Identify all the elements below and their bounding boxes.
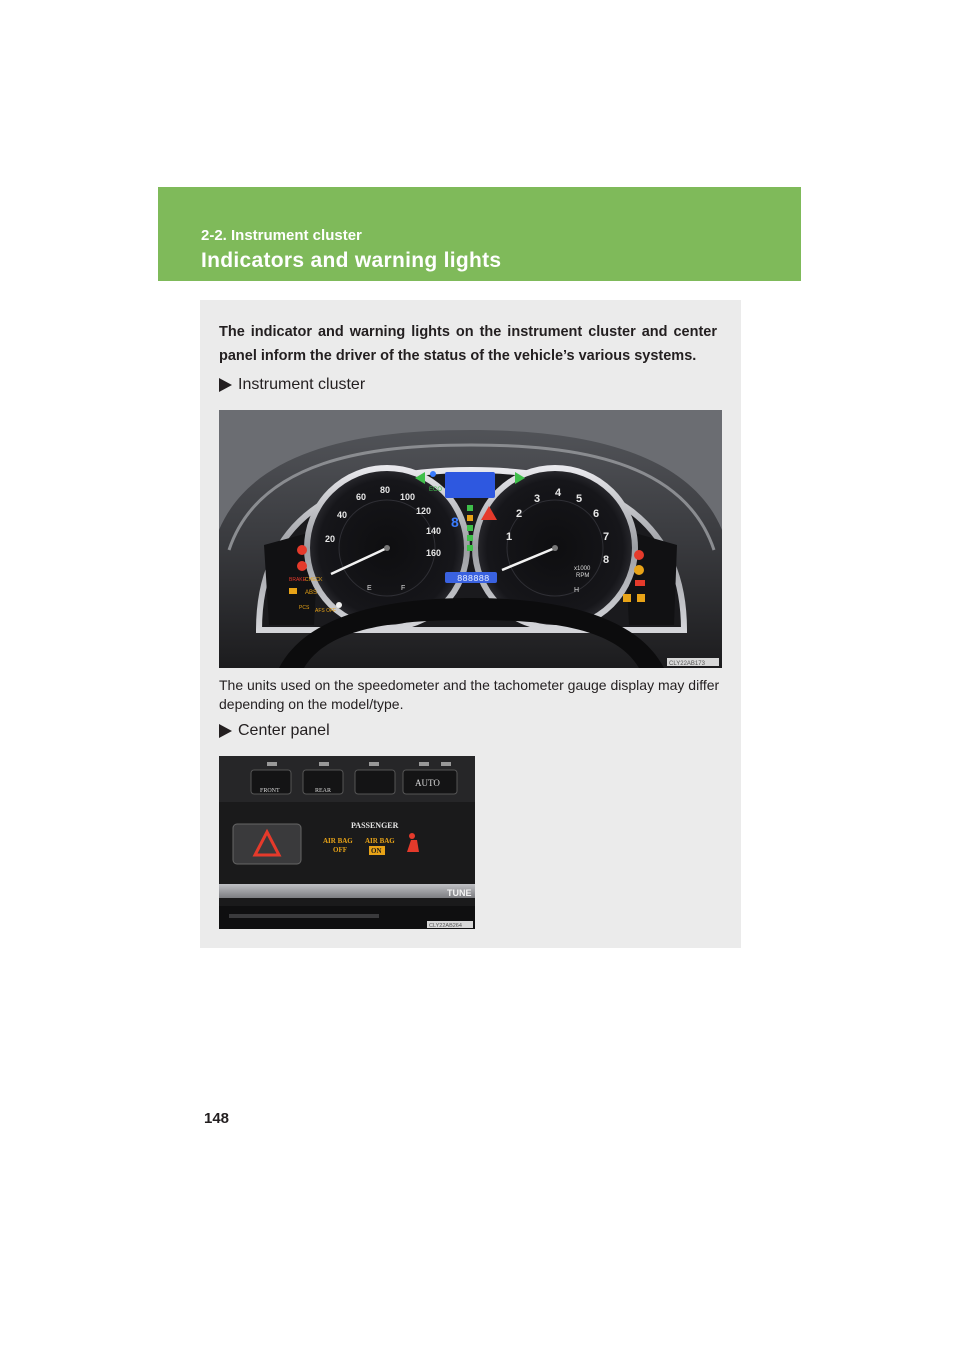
speedo-tick: 140	[426, 526, 442, 536]
speedo-tick: 60	[356, 492, 367, 502]
tacho-tick: 1	[506, 531, 513, 543]
heading-label: Center panel	[238, 722, 330, 739]
afs-off-indicator: AFS OFF	[315, 608, 337, 614]
tacho-tick: 2	[516, 508, 523, 520]
section-header	[158, 187, 801, 281]
airbag-off-value: OFF	[333, 846, 347, 854]
multi-info-display	[445, 472, 495, 498]
intro-text: The indicator and warning lights on the instrument cluster and center panel inform the driver of the status of the vehicle’s various systems.	[219, 324, 717, 364]
rear-defrost-button: REAR	[315, 788, 332, 794]
units-note: The units used on the speedometer and the tachometer gauge display may differ depending on the model/type.	[219, 677, 720, 712]
fuel-full-label: F	[401, 585, 406, 592]
image-code: CLY22AB173	[669, 661, 705, 667]
tacho-tick: 5	[576, 493, 583, 505]
auto-button: AUTO	[415, 778, 440, 788]
check-warning: CHECK	[305, 577, 323, 583]
eco-indicator: ECO	[429, 487, 443, 493]
tacho-tick: 8	[603, 554, 610, 566]
brake-warning: BRAKE	[289, 577, 306, 583]
instrument-cluster-photo	[219, 410, 722, 668]
airbag-on-label: AIR BAG	[365, 837, 395, 845]
speedo-tick: 160	[426, 548, 442, 558]
triangle-bullet-icon	[219, 378, 232, 392]
temp-hot-label: H	[574, 587, 580, 594]
tune-label: TUNE	[447, 888, 472, 898]
heading-label: Instrument cluster	[238, 376, 366, 393]
fuel-empty-label: E	[367, 585, 372, 592]
content-box	[200, 300, 741, 948]
front-defrost-button: FRONT	[260, 788, 280, 794]
image-code: CLY22AB264	[429, 923, 462, 929]
speedo-tick: 100	[400, 492, 416, 502]
tacho-tick: 4	[555, 487, 562, 499]
triangle-bullet-icon	[219, 724, 232, 738]
tacho-tick: 6	[593, 508, 600, 520]
page-title: Indicators and warning lights	[201, 249, 502, 272]
passenger-label: PASSENGER	[351, 821, 399, 830]
tacho-tick: 3	[534, 493, 541, 505]
page-number: 148	[204, 1110, 230, 1127]
odometer-value: 888888	[457, 574, 490, 584]
abs-warning: ABS	[305, 590, 318, 596]
pcs-warning: PCS	[299, 605, 310, 611]
heading-center-panel	[219, 722, 330, 740]
section-label: 2-2. Instrument cluster	[201, 227, 362, 244]
heading-instrument-cluster	[219, 376, 365, 394]
speedo-tick: 120	[416, 506, 432, 516]
instrument-cluster-illustration	[219, 410, 722, 668]
speedo-tick: 40	[337, 510, 348, 520]
gear-indicator: 8	[451, 514, 459, 530]
tacho-tick: 7	[603, 531, 610, 543]
airbag-off-label: AIR BAG	[323, 837, 353, 845]
center-panel-photo	[219, 756, 475, 929]
tacho-unit: x1000	[574, 566, 591, 572]
airbag-on-value: ON	[371, 847, 382, 855]
center-panel-illustration	[219, 756, 475, 929]
speedo-tick: 20	[325, 534, 336, 544]
speedo-tick: 80	[380, 485, 391, 495]
tacho-unit-rpm: RPM	[576, 573, 590, 579]
